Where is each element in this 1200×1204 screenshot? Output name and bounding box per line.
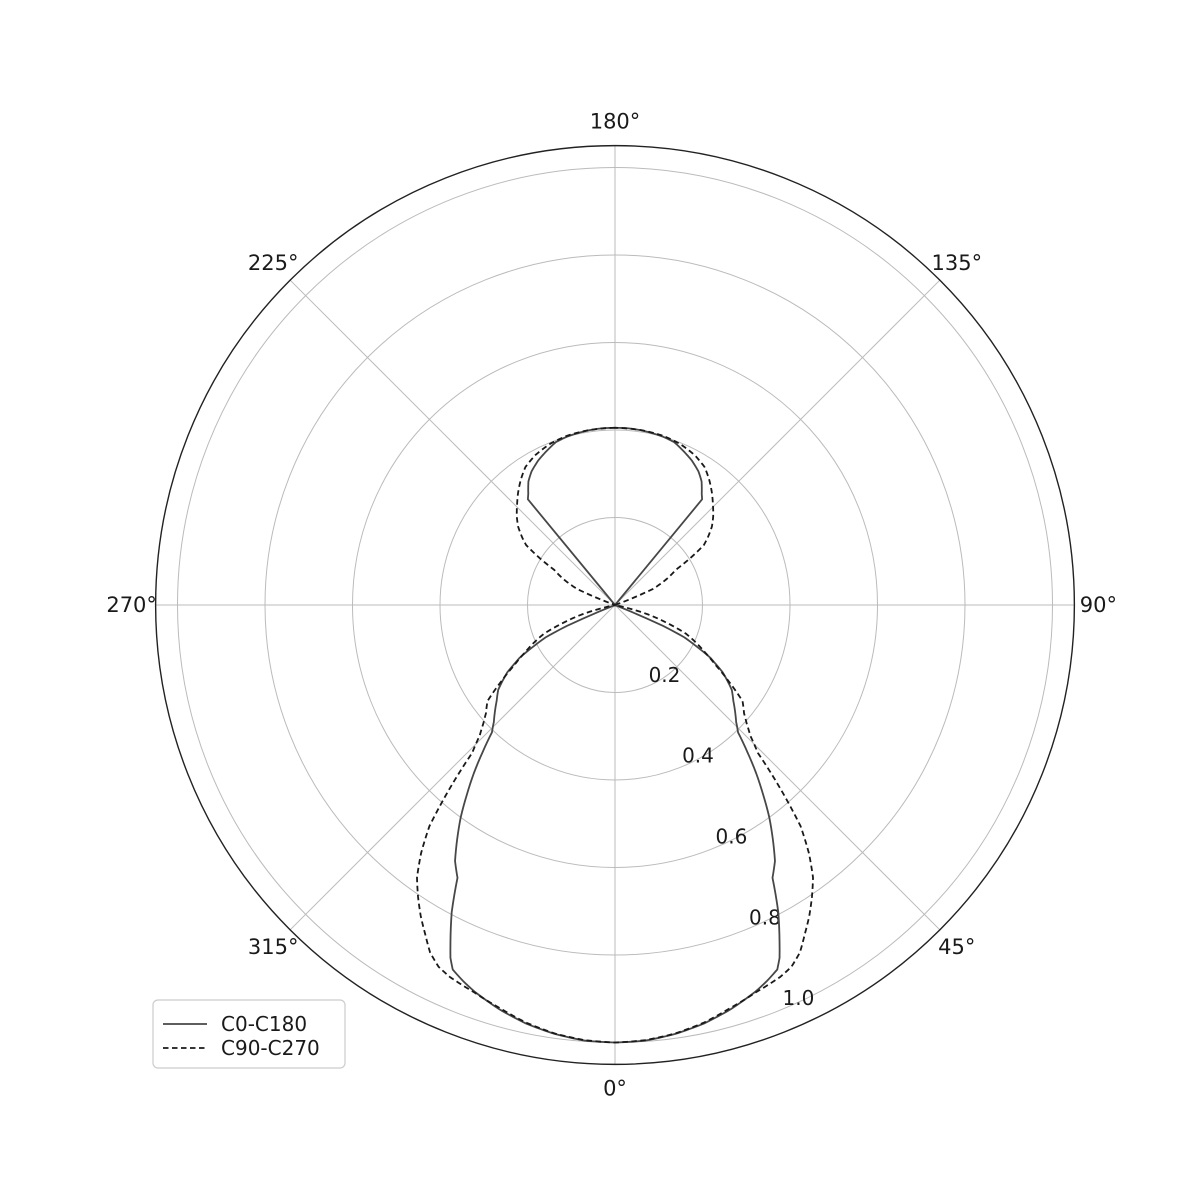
r-tick-label: 0.4 [682, 743, 714, 768]
theta-tick-label: 45° [938, 934, 976, 959]
theta-tick-label: 270° [106, 593, 157, 617]
legend-label: C0-C180 [221, 1012, 308, 1036]
theta-tick-label: 315° [247, 934, 299, 959]
theta-tick-label: 225° [247, 251, 299, 276]
theta-tick-label: 0° [603, 1076, 627, 1101]
r-tick-label: 0.8 [749, 905, 781, 930]
legend-label: C90-C270 [221, 1036, 320, 1060]
r-tick-label: 0.2 [648, 662, 681, 687]
theta-tick-label: 135° [931, 251, 983, 276]
theta-tick-label: 180° [589, 109, 641, 134]
r-tick-label: 0.6 [715, 824, 748, 849]
theta-tick-label: 90° [1079, 593, 1117, 617]
r-tick-label: 1.0 [782, 986, 815, 1011]
